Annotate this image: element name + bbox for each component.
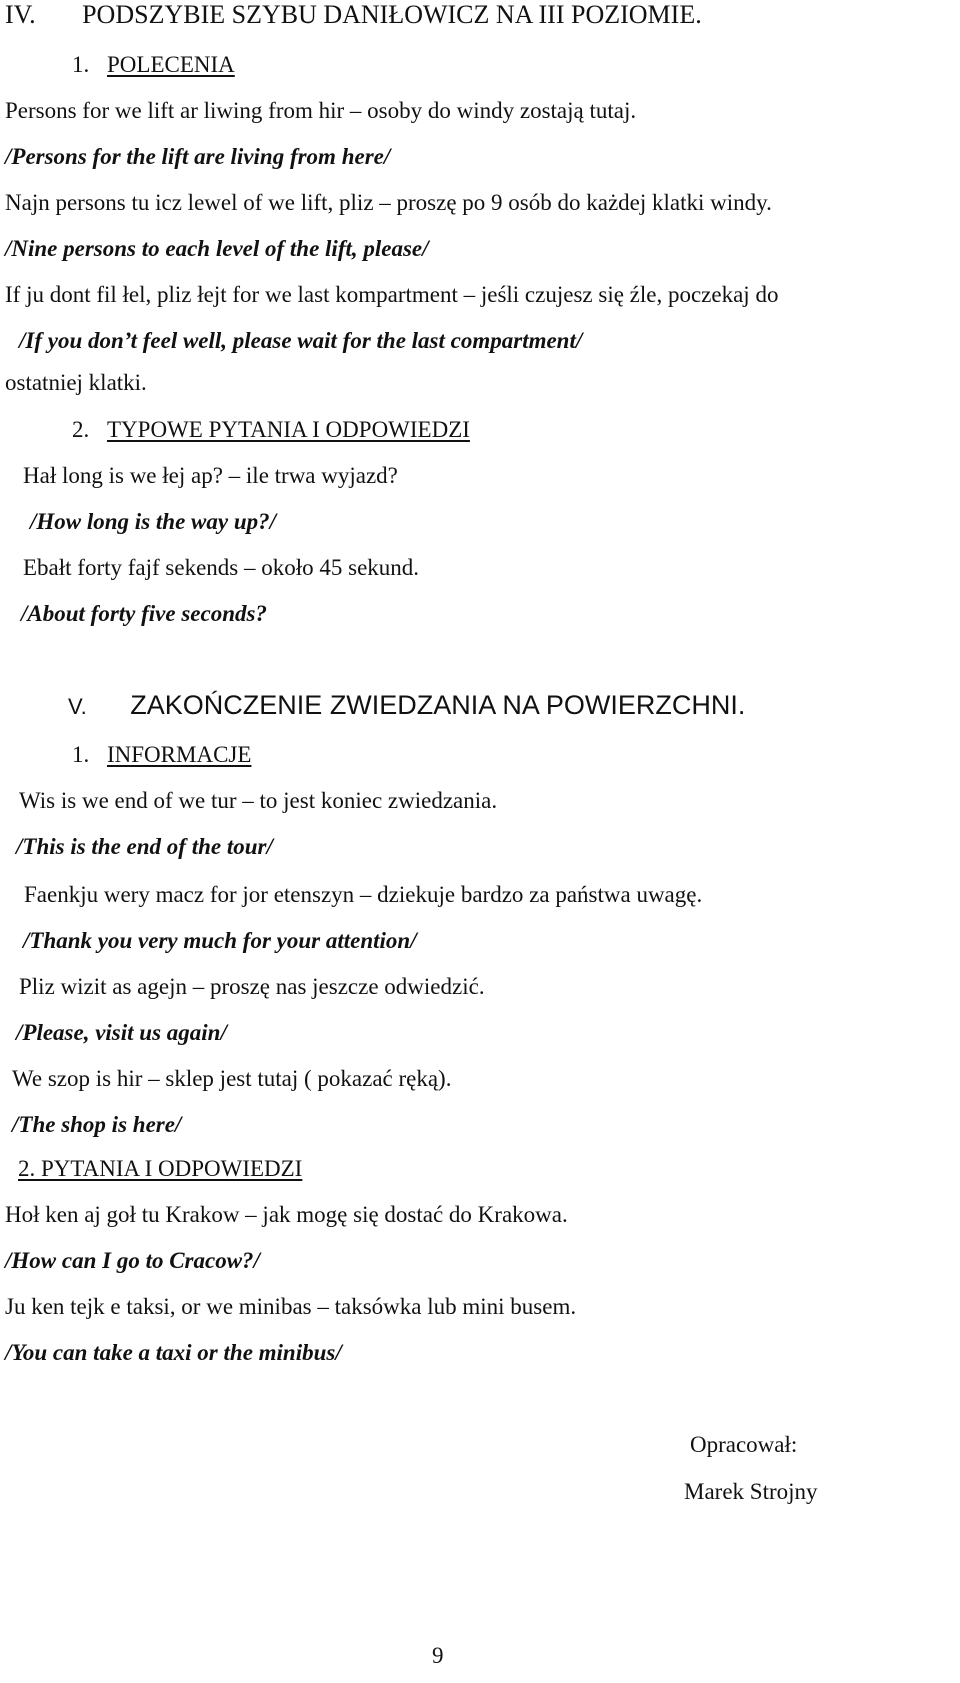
- section-v-qa-2: /How can I go to Cracow?/: [5, 1248, 260, 1273]
- section-iv-line-3: Najn persons tu icz lewel of we lift, pliz – proszę po 9 osób do każdej klatki windy.: [5, 190, 772, 215]
- section-v-title: ZAKOŃCZENIE ZWIEDZANIA NA POWIERZCHNI.: [130, 690, 746, 720]
- section-iv-numeral: IV.: [5, 0, 36, 29]
- section-iv-sub2-heading: TYPOWE PYTANIA I ODPOWIEDZI: [107, 417, 470, 442]
- section-iv-sub1-heading: POLECENIA: [107, 52, 235, 77]
- section-iv-qa-4: /About forty five seconds?: [21, 601, 267, 626]
- section-iv-sub2-number: 2.: [72, 417, 90, 442]
- section-iv-line-4: /Nine persons to each level of the lift, please/: [5, 236, 429, 261]
- signature-label: Opracował:: [690, 1432, 798, 1457]
- section-iv-qa-2: /How long is the way up?/: [30, 509, 277, 534]
- section-v-sub1-heading: INFORMACJE: [107, 742, 252, 767]
- section-v-line-5: Pliz wizit as agejn – proszę nas jeszcze odwiedzić.: [19, 974, 485, 999]
- section-iv-sub2: [72, 415, 470, 445]
- section-v-sub1: [72, 740, 251, 770]
- section-v-sub2-heading: 2. PYTANIA I ODPOWIEDZI: [18, 1156, 303, 1181]
- signature-author: Marek Strojny: [684, 1479, 818, 1504]
- section-iv-line-7: ostatniej klatki.: [5, 370, 147, 395]
- section-iv-heading: [5, 0, 702, 30]
- section-v-sub1-number: 1.: [72, 742, 90, 767]
- section-v-qa-4: /You can take a taxi or the minibus/: [5, 1340, 342, 1365]
- section-iv-title: PODSZYBIE SZYBU DANIŁOWICZ NA III POZIOMIE.: [82, 0, 702, 29]
- section-v-numeral: V.: [68, 694, 87, 719]
- section-iv-qa-3: Ebałt forty fajf sekends – około 45 sekund.: [23, 555, 420, 580]
- section-v-heading: [68, 690, 745, 722]
- section-v-line-7: We szop is hir – sklep jest tutaj ( pokazać ręką).: [12, 1066, 452, 1091]
- section-iv-sub1-number: 1.: [72, 52, 90, 77]
- section-v-line-1: Wis is we end of we tur – to jest koniec zwiedzania.: [19, 788, 498, 813]
- section-v-line-6: /Please, visit us again/: [16, 1020, 227, 1045]
- section-iv-sub1: [72, 50, 235, 80]
- section-iv-line-1: Persons for we lift ar liwing from hir – osoby do windy zostają tutaj.: [5, 98, 637, 123]
- section-iv-line-2: /Persons for the lift are living from here/: [5, 144, 391, 169]
- section-v-line-2: /This is the end of the tour/: [16, 834, 273, 859]
- section-v-line-3: Faenkju wery macz for jor etenszyn – dziekuje bardzo za państwa uwagę.: [24, 882, 703, 907]
- section-v-line-4: /Thank you very much for your attention/: [23, 928, 417, 953]
- section-v-qa-1: Hoł ken aj goł tu Krakow – jak mogę się dostać do Krakowa.: [5, 1202, 568, 1227]
- section-iv-line-5: If ju dont fil łel, pliz łejt for we last kompartment – jeśli czujesz się źle, poczekaj do: [5, 282, 779, 307]
- section-iv-qa-1: Hał long is we łej ap? – ile trwa wyjazd?: [23, 463, 398, 488]
- section-iv-line-6: /If you don’t feel well, please wait for the last compartment/: [19, 328, 583, 353]
- page-number: 9: [432, 1643, 444, 1668]
- section-v-line-8: /The shop is here/: [12, 1112, 182, 1137]
- section-v-qa-3: Ju ken tejk e taksi, or we minibas – taksówka lub mini busem.: [5, 1294, 577, 1319]
